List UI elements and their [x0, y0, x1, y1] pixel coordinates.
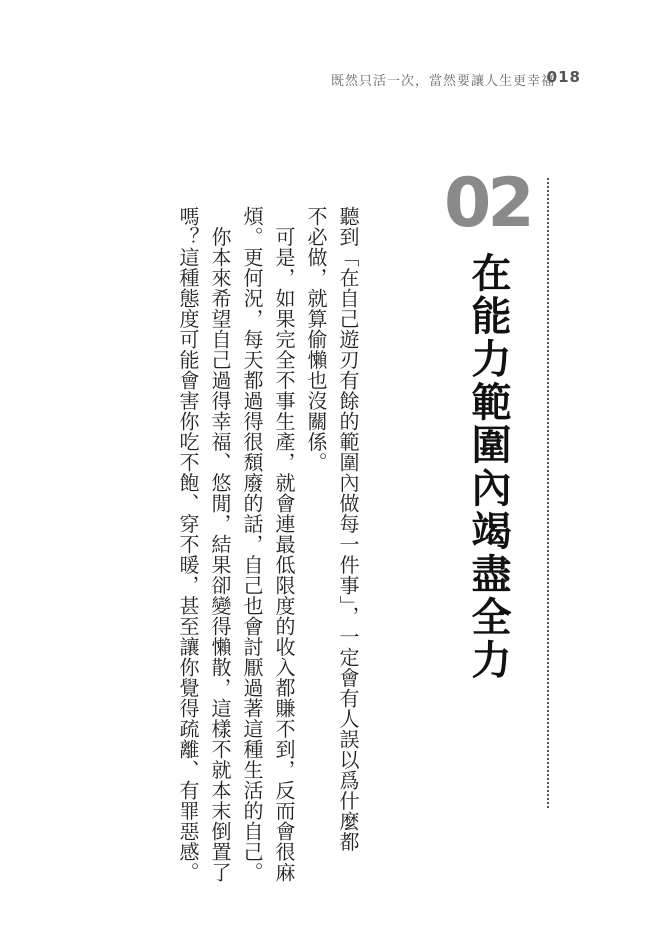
page-number: 018 — [546, 68, 581, 86]
text-column-2: 不必做，就算偷懶也沒關係。 — [304, 206, 328, 473]
text-column-3: 可是，如果完全不事生產，就會連最低限度的收入都賺不到，反而會很麻 — [272, 206, 296, 883]
chapter-number: 02 — [444, 164, 531, 243]
text-column-1: 聽到「在自己遊刃有餘的範圍內做每一件事」，一定會有人誤以爲什麼都 — [336, 206, 360, 852]
chapter-title: 在能力範圍內竭盡全力 — [465, 252, 511, 682]
text-column-6: 嗎？這種態度可能會害你吃不飽、穿不暖，甚至讓你覺得疏離、有罪惡感。 — [176, 206, 200, 883]
text-column-4: 煩。更何況，每天都過得很頹廢的話，自己也會討厭過著這種生活的自己。 — [240, 206, 264, 883]
running-head: 既然只活一次，當然要讓人生更幸福 — [330, 74, 555, 89]
text-column-5: 你本來希望自己過得幸福、悠閒，結果卻變得懶散，這樣不就本末倒置了 — [208, 206, 232, 883]
dotted-rule — [547, 178, 549, 808]
